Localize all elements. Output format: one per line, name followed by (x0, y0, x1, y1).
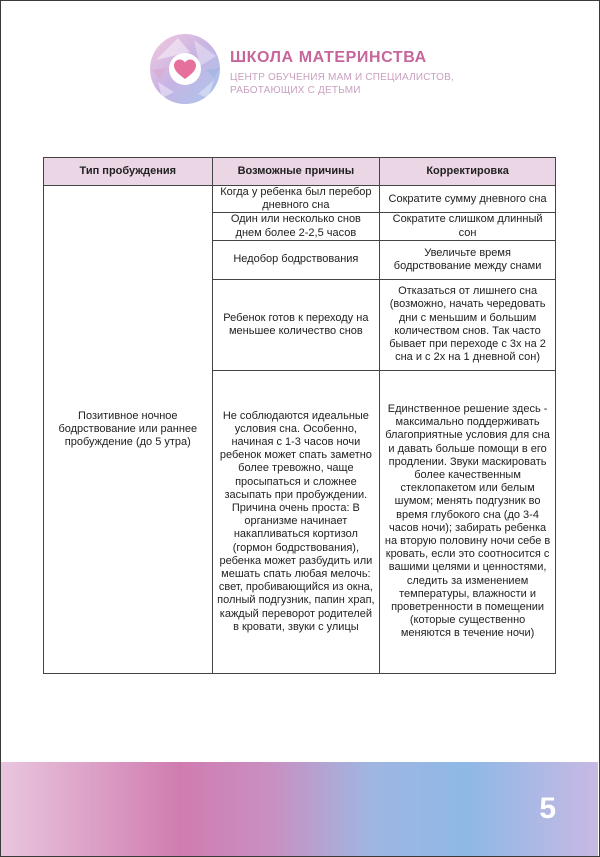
cause-cell: Ребенок готов к переходу на меньшее количество снов (212, 279, 380, 370)
cause-cell: Один или несколько снов днем более 2-2,5 часов (212, 213, 380, 240)
table-row (44, 186, 556, 213)
brand-subtitle (230, 71, 454, 97)
brand-title: ШКОЛА МАТЕРИНСТВА (230, 49, 427, 66)
fix-cell: Увеличьте время бодрствование между снами (380, 240, 556, 279)
page-number: 5 (539, 792, 556, 825)
cause-cell: Не соблюдаются идеальные условия сна. Особенно, начиная с 1-3 часов ночи ребенок может спать заметно более тревожно, чаще просыпаться и сложнее засыпать при пробуждении. Причина очень проста: В организме начинает накапливаться кортизол (гормон бодрствования), ребенка может разбудить или мешать спать любая мелочь: свет, пробивающийся из окна, полный подгузник, папин храп, каждый переворот родителей в кровати, звуки с улицы (212, 370, 380, 673)
school-logo-icon (148, 32, 222, 106)
header (148, 32, 468, 112)
cause-cell: Когда у ребенка был перебор дневного сна (212, 186, 380, 213)
brand-subtitle-line1: ЦЕНТР ОБУЧЕНИЯ МАМ И СПЕЦИАЛИСТОВ, (230, 72, 455, 83)
sleep-table (43, 157, 556, 674)
table-header-row (44, 158, 556, 186)
brand-subtitle-line2: РАБОТАЮЩИХ С ДЕТЬМИ (230, 85, 361, 96)
fix-cell: Сократите слишком длинный сон (380, 213, 556, 240)
fix-cell: Сократите сумму дневного сна (380, 186, 556, 213)
footer-gradient-band (1, 762, 598, 856)
fix-cell: Отказаться от лишнего сна (возможно, начать чередовать дни с меньшим и большим количеством снов. Так часто бывает при переходе с 3х на 2 сна и с 2х на 1 дневной сон) (380, 279, 556, 370)
fix-cell: Единственное решение здесь - максимально поддерживать благоприятные условия для сна и давать больше помощи в его продлении. Звуки маскировать более качественным стеклопакетом или белым шумом; менять подгузник во время глубокого сна (до 3-4 часов ночи); забирать ребенка на вторую половину ночи себе в кровать, если это соотносится с вашими целями и ценностями, следить за изменением температуры, влажности и проветренности в помещении (которые существенно меняются в течение ночи) (380, 370, 556, 673)
wake-type-cell: Позитивное ночное бодрствование или раннее пробуждение (до 5 утра) (44, 186, 213, 674)
cause-cell: Недобор бодрствования (212, 240, 380, 279)
header-correction: Корректировка (380, 158, 556, 186)
header-wake-type: Тип пробуждения (44, 158, 213, 186)
header-causes: Возможные причины (212, 158, 380, 186)
